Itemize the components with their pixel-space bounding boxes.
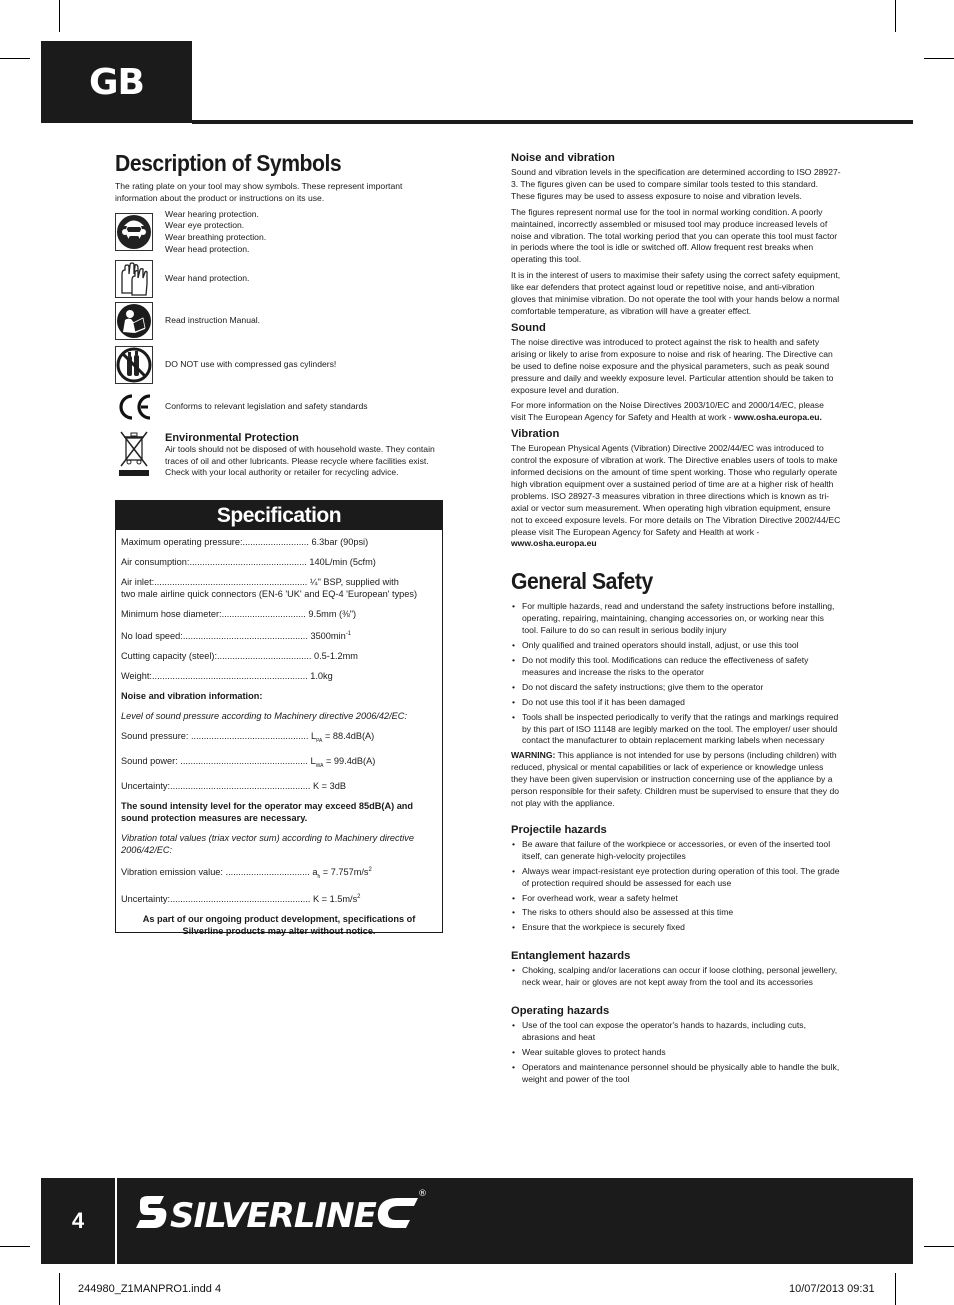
spec-row: Uncertainty:....................................................... K = 3dB [121, 780, 346, 791]
header-rule [192, 120, 913, 124]
file-info: 244980_Z1MANPRO1.indd 4 [78, 1283, 222, 1295]
symbol-row-manual [115, 302, 443, 340]
symbol-row-ppe [115, 209, 443, 256]
crop-mark [924, 1246, 954, 1247]
symbol-text-manual: Read instruction Manual. [165, 314, 261, 325]
right-column [511, 152, 841, 1089]
symbol-text-ce: Conforms to relevant legislation and safety standards [165, 400, 368, 411]
list-item: • Be aware that failure of the workpiece or accessories, or even of the inserted tool itself, can generate high-velocity projectiles [511, 839, 841, 863]
spec-row: Sound power: .................................................. $L_{WA} = 99.4dB(A)$ [121, 755, 376, 769]
list-item: • Do not modify this tool. Modifications can reduce the effectiveness of safety measures and increase the risks to the operator [511, 655, 841, 679]
read-manual-icon [115, 302, 153, 340]
operating-list [511, 1020, 841, 1086]
crop-mark [59, 1273, 60, 1305]
noise-paragraph: It is in the interest of users to maximise their safety using the correct safety equipment, like ear defenders that protect against loud or repetitive noise, and anti-vibration gloves that minimise vibration. Do not operate the tool with your hands below a normal comfortable temperature, as vibration will have a greater effect. [511, 270, 841, 316]
spec-notice: As part of our ongoing product development, specifications of Silverline products may alter without notice. [142, 913, 416, 936]
date-info: 10/07/2013 09:31 [789, 1283, 875, 1295]
symbol-row-weee [115, 430, 443, 480]
vibration-title: Vibration [511, 428, 560, 441]
crop-mark [59, 0, 60, 32]
list-item: • For multiple hazards, read and understand the safety instructions before installing, operating, repairing, maintaining, changing accessories on, or working near this tool. Failure to do so can result in serious bodily injury [511, 601, 841, 637]
warning-paragraph: WARNING: This appliance is not intended for use by persons (including children) with reduced, physical or mental capabilities or lack of experience or knowledge unless they have been given supervision or instruction concerning use of the appliance by a person responsible for their safety. Children must be supervised to ensure that they do not play with the appliance. [511, 750, 840, 808]
logo-wordmark: SILVERLINE [170, 1196, 376, 1236]
specification-box [115, 500, 443, 936]
list-item: • For overhead work, wear a safety helmet [511, 893, 841, 905]
noise-sub: Level of sound pressure according to Machinery directive 2006/42/EC: [121, 711, 407, 722]
ce-mark-icon [115, 388, 153, 426]
environment-block [165, 430, 443, 479]
footer-divider [115, 1178, 117, 1264]
page-number: 4 [71, 1208, 85, 1233]
vibration-sub: Vibration total values (triax vector sum) according to Machinery directive 2006/42/EC: [121, 832, 414, 855]
noise-paragraph: The figures represent normal use for the tool in normal working condition. A poorly maintained, incorrectly assembled or misused tool may produce increased levels of noise and vibration. The total working period that you can operate this tool must factor in periods where the tool is idle or switched off. Allow frequent rest breaks when operating this tool. [511, 206, 838, 265]
spec-body [116, 530, 442, 937]
crop-mark [924, 58, 954, 59]
list-item: • The risks to others should also be assessed at this time [511, 907, 841, 919]
symbol-row-gas [115, 346, 443, 384]
symbols-section [115, 150, 443, 480]
osha-link[interactable]: www.osha.europa.eu. [733, 412, 822, 423]
noise-title: Noise and vibration [511, 152, 615, 164]
list-item: • Tools shall be inspected periodically to verify that the ratings and markings required by this part of ISO 11148 are legibly marked on the tool. The employer/ user should contact the manufacturer to obtain replacement marking labels when necessary [511, 712, 841, 748]
registered-mark: ® [418, 1189, 427, 1199]
env-title: Environmental Protection [165, 431, 299, 444]
osha-link[interactable]: www.osha.europa.eu [511, 538, 597, 549]
list-item: • Use of the tool can expose the operator's hands to hazards, including cuts, abrasions and heat [511, 1020, 841, 1044]
entanglement-list [511, 965, 841, 989]
crop-mark [0, 58, 30, 59]
spec-row: Uncertainty:....................................................... $K = 1.5m/s^2$ [121, 893, 361, 904]
operating-title: Operating hazards [511, 1005, 610, 1018]
list-item: • Do not use this tool if it has been damaged [511, 697, 841, 709]
spec-row: Sound pressure: .............................................. $L_{PA} = 88.4dB(A)$ [121, 731, 375, 744]
symbols-title: Description of Symbols [115, 150, 342, 176]
symbol-text-gloves: Wear hand protection. [165, 272, 250, 283]
symbol-row-ce [115, 388, 443, 426]
spec-row: Air inlet:............................................................ ¼" BSP, supplied with two male airline quick connectors (EN-6 'UK' and EQ-4 'European' types) [121, 577, 418, 599]
noise-heading: Noise and vibration information: [121, 691, 263, 702]
sound-title: Sound [511, 321, 546, 334]
list-item: • Ensure that the workpiece is securely fixed [511, 922, 841, 934]
symbol-text-ppe: Wear hearing protection. Wear eye protection. Wear breathing protection. Wear head protection. [165, 208, 267, 254]
symbol-row-gloves [115, 260, 443, 298]
gloves-icon [115, 260, 153, 298]
spec-row: Maximum operating pressure:.......................... 6.3bar (90psi) [121, 537, 369, 547]
list-item: • Always wear impact-resistant eye protection during operation of this tool. The grade of protection required should be assessed for each use [511, 866, 841, 890]
spec-row: Cutting capacity (steel):..................................... 0.5-1.2mm [121, 651, 358, 662]
list-item: • Choking, scalping and/or lacerations can occur if loose clothing, personal jewellery, neck wear, hair or gloves are not kept away from the tool and its accessories [511, 965, 841, 989]
crop-mark [895, 0, 896, 32]
general-safety-title: General Safety [511, 568, 653, 595]
section-tab: GB [41, 41, 192, 123]
sound-paragraph: For more information on the Noise Directives 2003/10/EC and 2000/14/EC, please visit The European Agency for Safety and Health at work - www.osha.europa.eu. [511, 400, 824, 423]
spec-title: Specification [116, 501, 442, 530]
spec-row: Air consumption:.............................................. 140L/min (5cfm) [121, 557, 376, 567]
list-item: • Wear suitable gloves to protect hands [511, 1047, 841, 1059]
spec-row: Weight:............................................................. 1.0kg [121, 671, 333, 682]
spec-row: No load speed:................................................. $3500\min^{-1}$ [121, 631, 352, 642]
ppe-head-eye-ear-icon [115, 213, 153, 251]
symbols-intro: The rating plate on your tool may show symbols. These represent important information about the product or instructions on its use. [115, 181, 403, 203]
spec-row: Minimum hose diameter:................................. 9.5mm (⅜") [121, 609, 357, 619]
symbol-text-gas: DO NOT use with compressed gas cylinders! [165, 358, 337, 369]
entanglement-title: Entanglement hazards [511, 950, 631, 963]
sound-paragraph: The noise directive was introduced to protect against the risk to health and safety arising or likely to arise from exposure to noise and risk of hearing. The Directive can be used to define noise exposure and the physical parameters, such as peak sound pressure and daily and weekly exposure level. Particular attention should be taken to exposure level and duration. [511, 336, 834, 395]
safety-list [511, 601, 841, 747]
spec-row: Vibration emission value: ................................. $a_h = 7.757m/s^2$ [121, 866, 372, 880]
crop-mark [0, 1246, 30, 1247]
list-item: • Operators and maintenance personnel should be physically able to handle the bulk, weight and power of the tool [511, 1062, 841, 1086]
list-item: • Only qualified and trained operators should install, adjust, or use this tool [511, 640, 841, 652]
projectile-list [511, 839, 841, 934]
crossed-bin-icon [115, 430, 153, 480]
no-gas-cylinder-icon [115, 346, 153, 384]
noise-warning: The sound intensity level for the operator may exceed 85dB(A) and sound protection measures are necessary. [121, 800, 414, 823]
list-item: • Do not discard the safety instructions; give them to the operator [511, 682, 841, 694]
projectile-title: Projectile hazards [511, 823, 607, 836]
vibration-paragraph: The European Physical Agents (Vibration) Directive 2002/44/EC was introduced to control the exposure of vibration at work. The Directive enables users of tools to make informed decisions on the amount of time spent working. Those who regularly operate high vibration equipment over a sustained period of time are at a higher risk of health problems. ISO 28927-3 measures vibration in three directions which is known as tri-axial or vector sum measurement. When operating high vibration equipment, ensure not to exceed exposure levels. For more details on The Vibration Directive 2002/44/EC please visit The European Agency for Safety and Health at work -www.osha.europa.eu [511, 443, 841, 549]
crop-mark [895, 1273, 896, 1305]
env-text: Air tools should not be disposed of with household waste. They contain traces of oil and other lubricants. Please recycle where facilities exist. Check with your local authority or retailer for recycling advice. [165, 443, 435, 478]
noise-paragraph: Sound and vibration levels in the specification are determined according to ISO 28927-3. The figures given can be used to compare similar tools tested to this standard. These figures may be used to assess exposure to noise and vibration levels. [511, 167, 841, 201]
silverline-logo [130, 1184, 430, 1249]
